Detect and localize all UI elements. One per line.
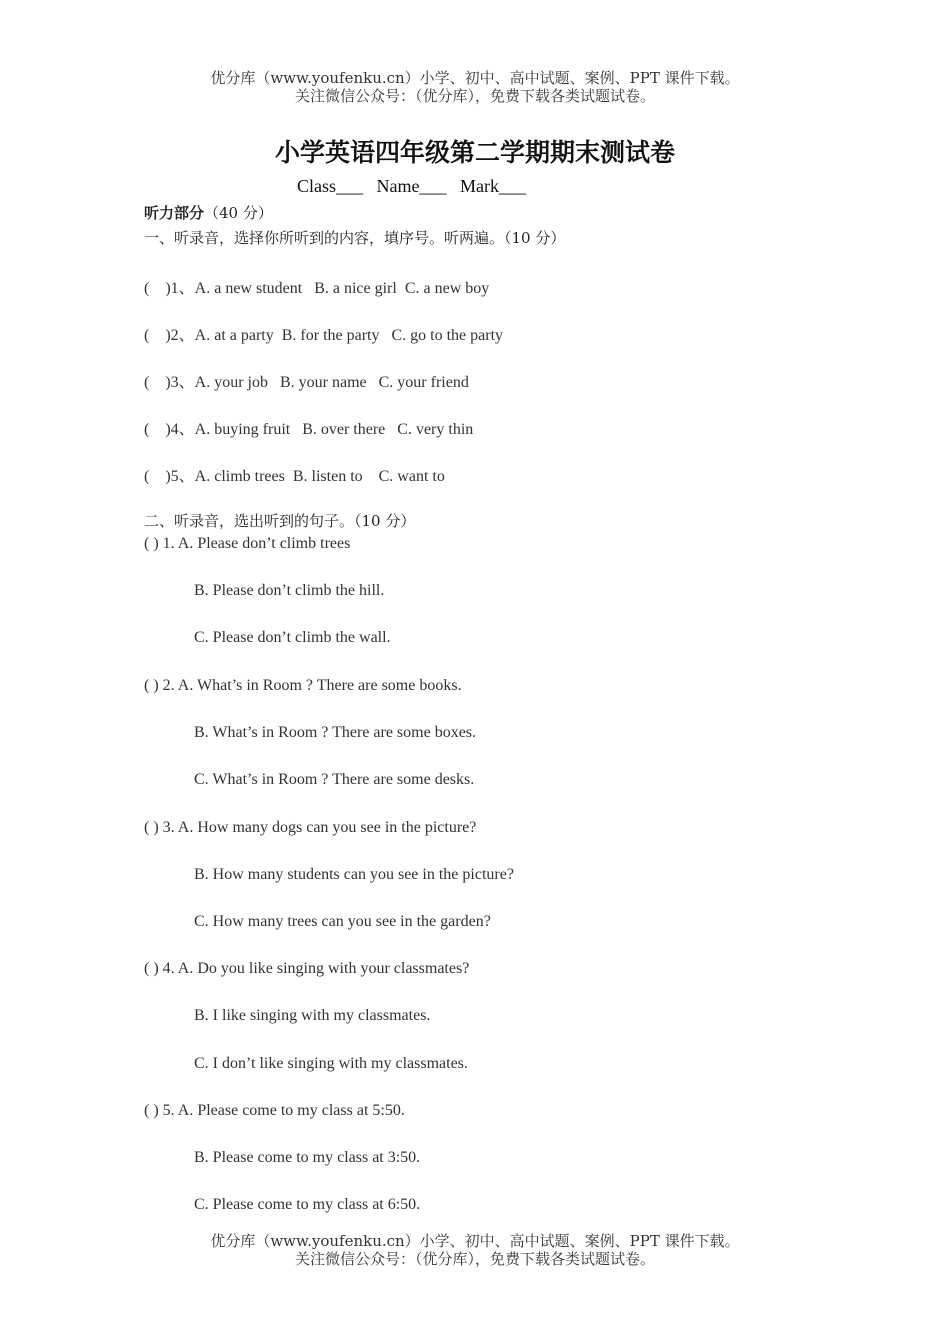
section2-question-option-a: ( ) 2. A. What’s in Room ? There are some books. <box>144 677 462 694</box>
section2-question-option-a: ( ) 3. A. How many dogs can you see in the picture? <box>144 819 477 836</box>
section1-item: ( )2、A. at a party B. for the party C. go to the party <box>144 327 504 344</box>
header-line-1: 优分库（www.youfenku.cn）小学、初中、高中试题、案例、PPT 课件下载。 <box>210 69 740 87</box>
section2-question-option-c: C. I don’t like singing with my classmates. <box>194 1055 468 1072</box>
listening-heading <box>144 202 273 223</box>
section1-item: ( )1、A. a new student B. a nice girl C. a new boy <box>144 280 490 297</box>
footer-line-2: 关注微信公众号：（优分库），免费下载各类试题试卷。 <box>294 1250 655 1268</box>
listening-heading-score: （40 分） <box>204 204 273 222</box>
section2-question-option-b: B. What’s in Room ? There are some boxes. <box>194 724 477 741</box>
section2-question-option-b: B. How many students can you see in the picture? <box>194 866 514 883</box>
section2-question-option-b: B. Please come to my class at 3:50. <box>194 1149 421 1166</box>
section1-heading: 一、听录音，选择你所听到的内容，填序号。听两遍。（10 分） <box>144 229 566 247</box>
section2-heading: 二、听录音，选出听到的句子。（10 分） <box>144 512 416 530</box>
header-line-2: 关注微信公众号：（优分库），免费下载各类试题试卷。 <box>294 87 655 105</box>
footer-line-1: 优分库（www.youfenku.cn）小学、初中、高中试题、案例、PPT 课件下载。 <box>210 1232 740 1250</box>
listening-heading-label: 听力部分 <box>144 204 205 222</box>
section2-question-option-a: ( ) 5. A. Please come to my class at 5:50. <box>144 1102 405 1119</box>
section2-question-option-b: B. Please don’t climb the hill. <box>194 582 385 599</box>
section2-question-option-c: C. Please come to my class at 6:50. <box>194 1196 421 1213</box>
section1-item: ( )5、A. climb trees B. listen to C. want to <box>144 468 445 485</box>
section2-question-option-a: ( ) 1. A. Please don’t climb trees <box>144 535 351 552</box>
section2-question-option-b: B. I like singing with my classmates. <box>194 1007 431 1024</box>
section2-question-option-a: ( ) 4. A. Do you like singing with your classmates? <box>144 960 470 977</box>
exam-title: 小学英语四年级第二学期期末测试卷 <box>274 138 675 167</box>
section2-question-option-c: C. What’s in Room ? There are some desks. <box>194 771 475 788</box>
section1-item: ( )3、A. your job B. your name C. your friend <box>144 374 469 391</box>
section2-question-option-c: C. Please don’t climb the wall. <box>194 629 391 646</box>
section2-question-option-c: C. How many trees can you see in the garden? <box>194 913 491 930</box>
section1-item: ( )4、A. buying fruit B. over there C. very thin <box>144 421 474 438</box>
class-name-mark-line: Class___ Name___ Mark___ <box>297 176 526 196</box>
